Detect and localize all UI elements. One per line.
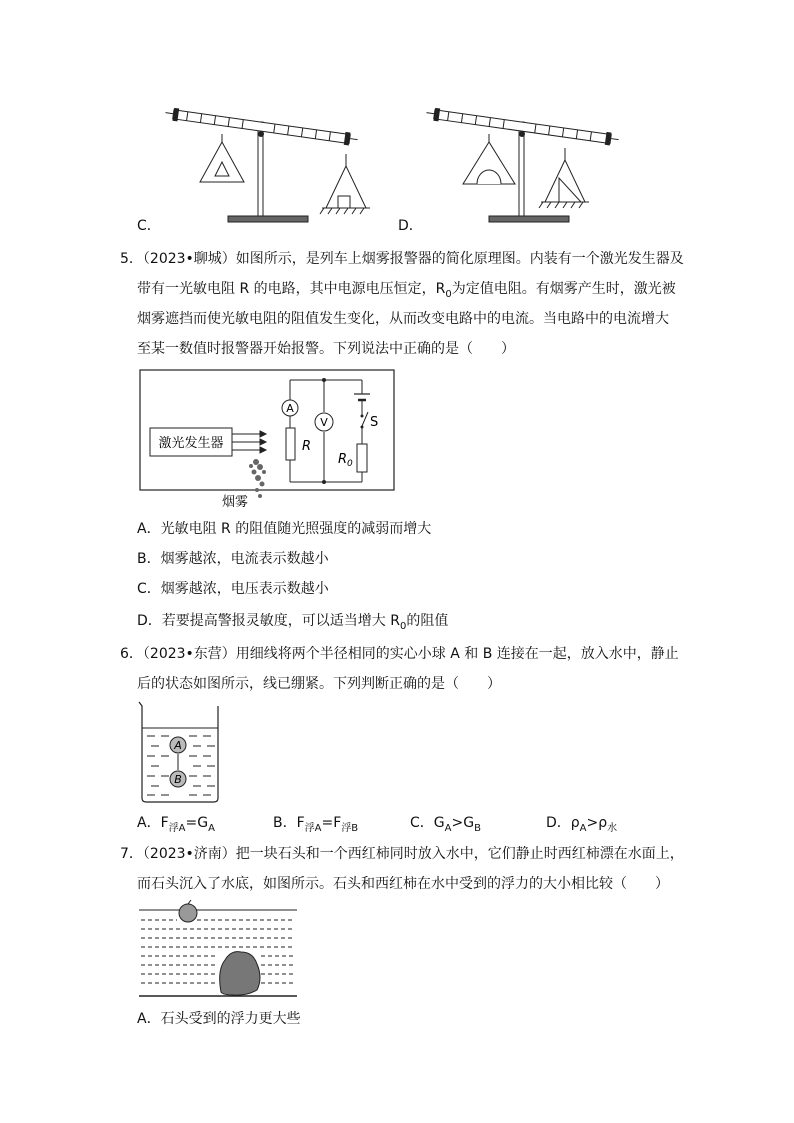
voltmeter-label: V: [320, 416, 328, 429]
beaker-balls-figure: [137, 700, 227, 804]
balance-figure-c: [160, 100, 380, 230]
q5-line-3: 烟雾遮挡而使光敏电阻的阻值发生变化，从而改变电路中的电流。当电路中的电流增大: [137, 311, 669, 327]
balance-figure-d: [425, 100, 625, 230]
q5-line-2: 带有一光敏电阻 R 的电路，其中电源电压恒定，$R_0$为定值电阻。有烟雾产生时，激光被: [137, 281, 676, 300]
q5-line-1: 5．（2023•聊城）如图所示，是列车上烟雾报警器的简化原理图。内装有一个激光发生器及: [120, 251, 684, 267]
ball-a-label: A: [174, 739, 182, 752]
smoke-label: 烟雾: [222, 495, 249, 510]
q5-option-c: C．烟雾越浓，电压表示数越小: [137, 581, 329, 597]
q6-line-1: 6．（2023•东营）用细线将两个半径相同的实心小球 A 和 B 连接在一起，放入水中，静止: [120, 646, 679, 662]
r0-label: $R_0$: [338, 452, 353, 469]
q6-option-d: D．$\rho_A>\rho_水$: [546, 815, 618, 834]
switch-label: S: [370, 415, 379, 430]
ammeter-label: A: [286, 402, 294, 415]
laser-label: 激光发生器: [158, 436, 224, 451]
q7-line-2: 而石头沉入了水底，如图所示。石头和西红柿在水中受到的浮力的大小相比较（ ）: [137, 876, 669, 892]
q7-option-a: A．石头受到的浮力更大些: [137, 1011, 301, 1027]
stone-tomato-water-figure: [137, 900, 299, 1000]
ball-b-label: B: [174, 773, 182, 786]
q6-option-c: C．$G_A>G_B$: [410, 815, 481, 834]
option-c-label: C．: [137, 218, 161, 234]
resistor-r-label: R: [302, 439, 312, 454]
q6-option-b: B．$F_{浮A}=F_{浮B}$: [273, 815, 359, 834]
q5-option-b: B．烟雾越浓，电流表示数越小: [137, 551, 329, 567]
option-d-label: D．: [398, 218, 423, 234]
q7-line-1: 7．（2023•济南）把一块石头和一个西红柿同时放入水中，它们静止时西红柿漂在水面上，: [120, 846, 684, 862]
q6-option-a: A．$F_{浮A}=G_A$: [137, 815, 215, 834]
q5-option-d: D．若要提高警报灵敏度，可以适当增大 $R_0$的阻值: [137, 613, 449, 632]
q6-line-2: 后的状态如图所示，线已绷紧。下列判断正确的是（ ）: [137, 676, 501, 692]
q5-line-4: 至某一数值时报警器开始报警。下列说法中正确的是（ ）: [137, 341, 515, 357]
smoke-alarm-circuit-figure: [138, 368, 398, 510]
q5-option-a: A．光敏电阻 R 的阻值随光照强度的减弱而增大: [137, 521, 432, 537]
